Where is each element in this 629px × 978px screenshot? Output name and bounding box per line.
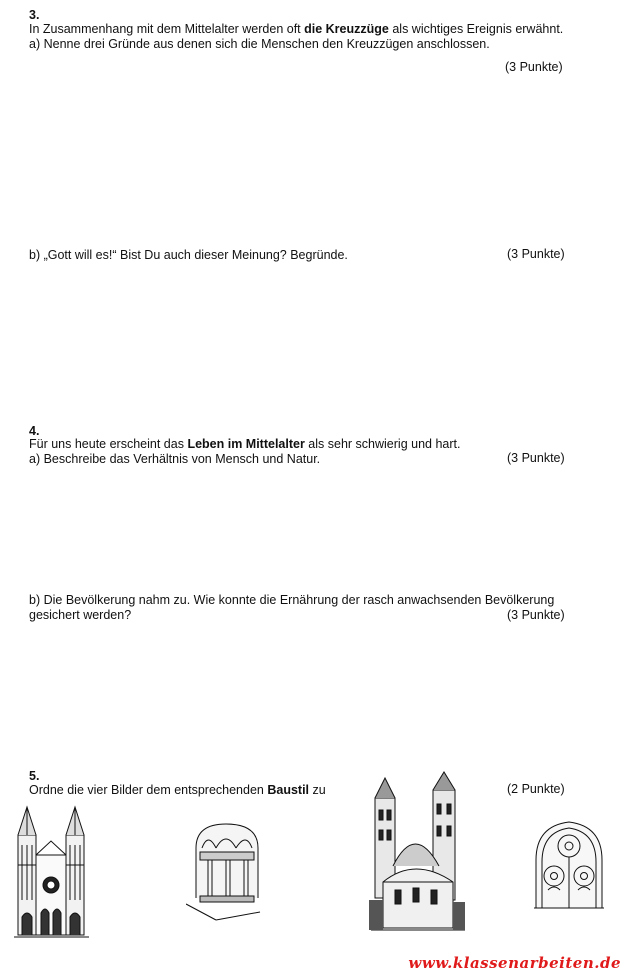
footer-website-link[interactable]: www.klassenarbeiten.de xyxy=(408,954,621,972)
question-5-intro-bold: Baustil xyxy=(267,783,310,797)
romanesque-church-image xyxy=(369,770,467,932)
question-3-number: 3. xyxy=(29,8,40,22)
gothic-cathedral-image xyxy=(14,805,89,941)
question-4a-points: (3 Punkte) xyxy=(507,451,565,465)
question-3-intro-post: als wichtiges Ereignis erwähnt. xyxy=(388,22,564,36)
question-4a-text: a) Beschreibe das Verhältnis von Mensch und Natur. xyxy=(29,452,321,466)
question-3a-text: a) Nenne drei Gründe aus denen sich die Menschen den Kreuzzügen anschlossen. xyxy=(29,37,490,51)
question-4-intro xyxy=(29,437,460,451)
question-5-points: (2 Punkte) xyxy=(507,782,565,796)
question-4-intro-pre: Für uns heute erscheint das xyxy=(29,437,188,451)
question-4b-line2: gesichert werden? xyxy=(29,608,132,622)
question-5-intro xyxy=(29,783,326,797)
question-5-number: 5. xyxy=(29,769,40,783)
question-4b-line1: b) Die Bevölkerung nahm zu. Wie konnte die Ernährung der rasch anwachsenden Bevölkerung xyxy=(29,593,555,607)
gothic-tracery-window-image xyxy=(532,820,606,910)
question-3-intro xyxy=(29,22,563,36)
question-3b-points: (3 Punkte) xyxy=(507,247,565,261)
question-4b-points: (3 Punkte) xyxy=(507,608,565,622)
question-4-intro-post: als sehr schwierig und hart. xyxy=(304,437,461,451)
question-4-intro-bold: Leben im Mittelalter xyxy=(187,437,305,451)
question-3b-text: b) „Gott will es!“ Bist Du auch dieser Meinung? Begründe. xyxy=(29,248,348,262)
question-5-intro-pre: Ordne die vier Bilder dem entsprechenden xyxy=(29,783,268,797)
question-4-number: 4. xyxy=(29,424,40,438)
question-5-intro-post: zu xyxy=(309,783,326,797)
romanesque-arcade-image xyxy=(186,818,268,922)
question-3a-points: (3 Punkte) xyxy=(505,60,563,74)
question-3-intro-pre: In Zusammenhang mit dem Mittelalter werden oft xyxy=(29,22,305,36)
question-3-intro-bold: die Kreuzzüge xyxy=(304,22,389,36)
